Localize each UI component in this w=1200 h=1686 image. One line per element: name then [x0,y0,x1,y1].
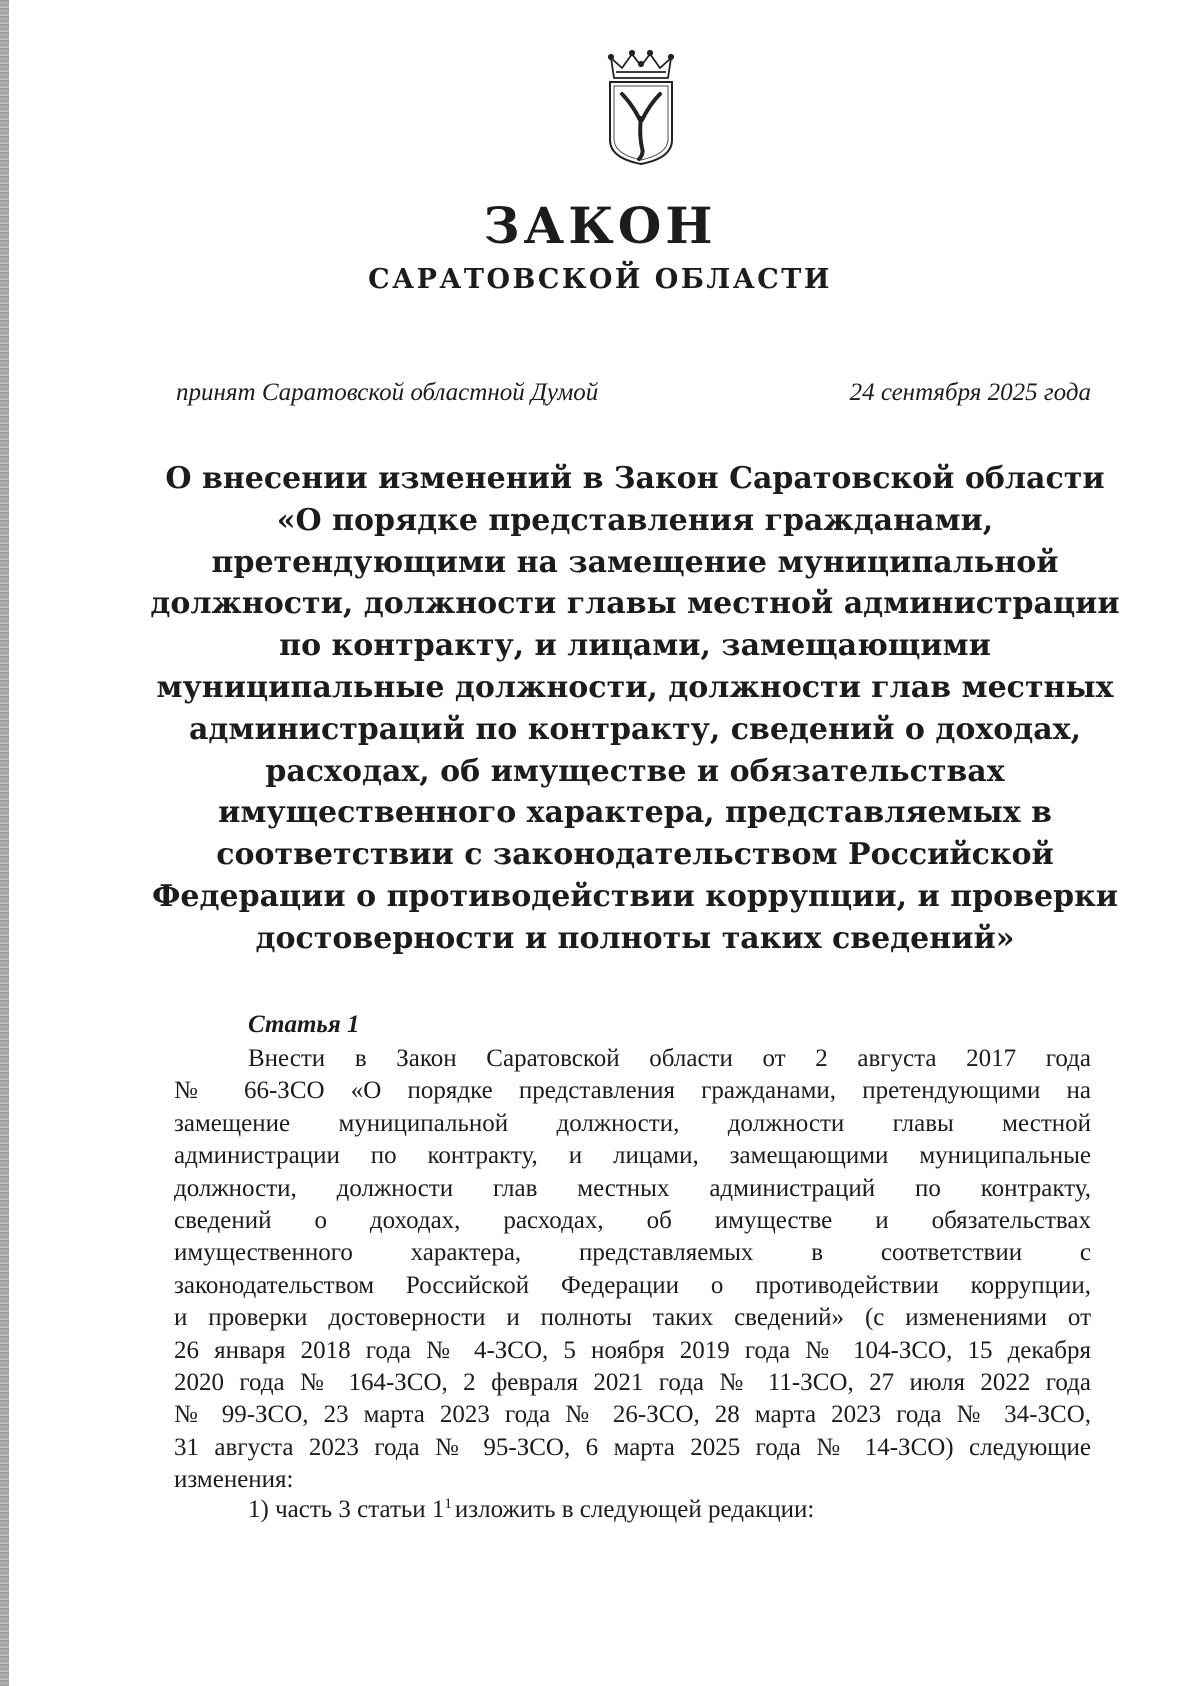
article-1-line: сведений о доходах, расходах, об имуществе и обязательствах [174,1207,1091,1235]
law-heading [140,458,1130,960]
law-heading-line: администраций по контракту, сведений о доходах, [188,711,1082,747]
article-1-line: Внести в Закон Саратовской области от 2 августа 2017 года [248,1045,1091,1072]
article-1-item-1 [248,1494,814,1526]
law-heading-line: имущественного характера, представляемых в [218,795,1052,831]
article-1-line: 2020 года № 164-ЗСО, 2 февраля 2021 года № 11-ЗСО, 27 июля 2022 года [174,1369,1091,1397]
adoption-line [176,377,1091,409]
law-heading-line: претендующими на замещение муниципальной [211,544,1059,580]
article-1-line: законодательством Российской Федерации о противодействии коррупции, [174,1271,1091,1299]
article-1-line: № 66-ЗСО «О порядке представления гражданами, претендующими на [174,1077,1091,1105]
article-1-line: должности, должности глав местных администраций по контракту, [174,1174,1091,1202]
law-heading-line: О внесении изменений в Закон Саратовской области [165,461,1105,496]
article-1-line: 31 августа 2023 года № 95-ЗСО, 6 марта 2025 года № 14-ЗСО) следующие [174,1433,1091,1461]
article-1-line: имущественного характера, представляемых в соответствии с [174,1239,1091,1267]
law-heading-line: должности, должности главы местной администрации [150,586,1120,622]
article-1-label: Статья 1 [248,1011,360,1038]
law-heading-line: Федерации о противодействии коррупции, и проверки [151,878,1119,914]
saratov-region-coat-of-arms-icon [606,48,676,166]
law-heading-line: «О порядке представления гражданами, [276,502,994,538]
item-1-text: 1) часть 3 статьи 1 [248,1496,445,1523]
law-heading-line: по контракту, и лицами, замещающими [279,628,991,664]
document-subtitle: САРАТОВСКОЙ ОБЛАСТИ [368,264,832,295]
adoption-date: 24 сентября 2025 года [849,379,1091,406]
law-heading-line: расходах, об имуществе и обязательствах [265,753,1005,789]
document-title: ЗАКОН [483,196,717,255]
article-1-body [174,1043,1091,1497]
article-1-line: администрации по контракту, и лицами, замещающими муниципальные [174,1142,1091,1170]
article-1-line: изменения: [174,1466,294,1494]
adopting-body: принят Саратовской областной Думой [176,379,599,406]
law-heading-line: соответствии с законодательством Российской [216,837,1054,873]
law-heading-line: муниципальные должности, должности глав местных [156,669,1114,705]
law-heading-line: достоверности и полноты таких сведений» [255,920,1015,956]
article-1-line: замещение муниципальной должности, должности главы местной [174,1109,1091,1137]
item-1-text-continued: изложить в следующей редакции: [454,1496,815,1523]
article-1-line: № 99-ЗСО, 23 марта 2023 года № 26-ЗСО, 28 марта 2023 года № 34-ЗСО, [174,1401,1091,1429]
article-1-line: 26 января 2018 года № 4-ЗСО, 5 ноября 2019 года № 104-ЗСО, 15 декабря [174,1336,1091,1364]
item-1-superscript: 1 [444,1496,452,1512]
article-1-line: и проверки достоверности и полноты таких сведений» (с изменениями от [174,1304,1091,1332]
